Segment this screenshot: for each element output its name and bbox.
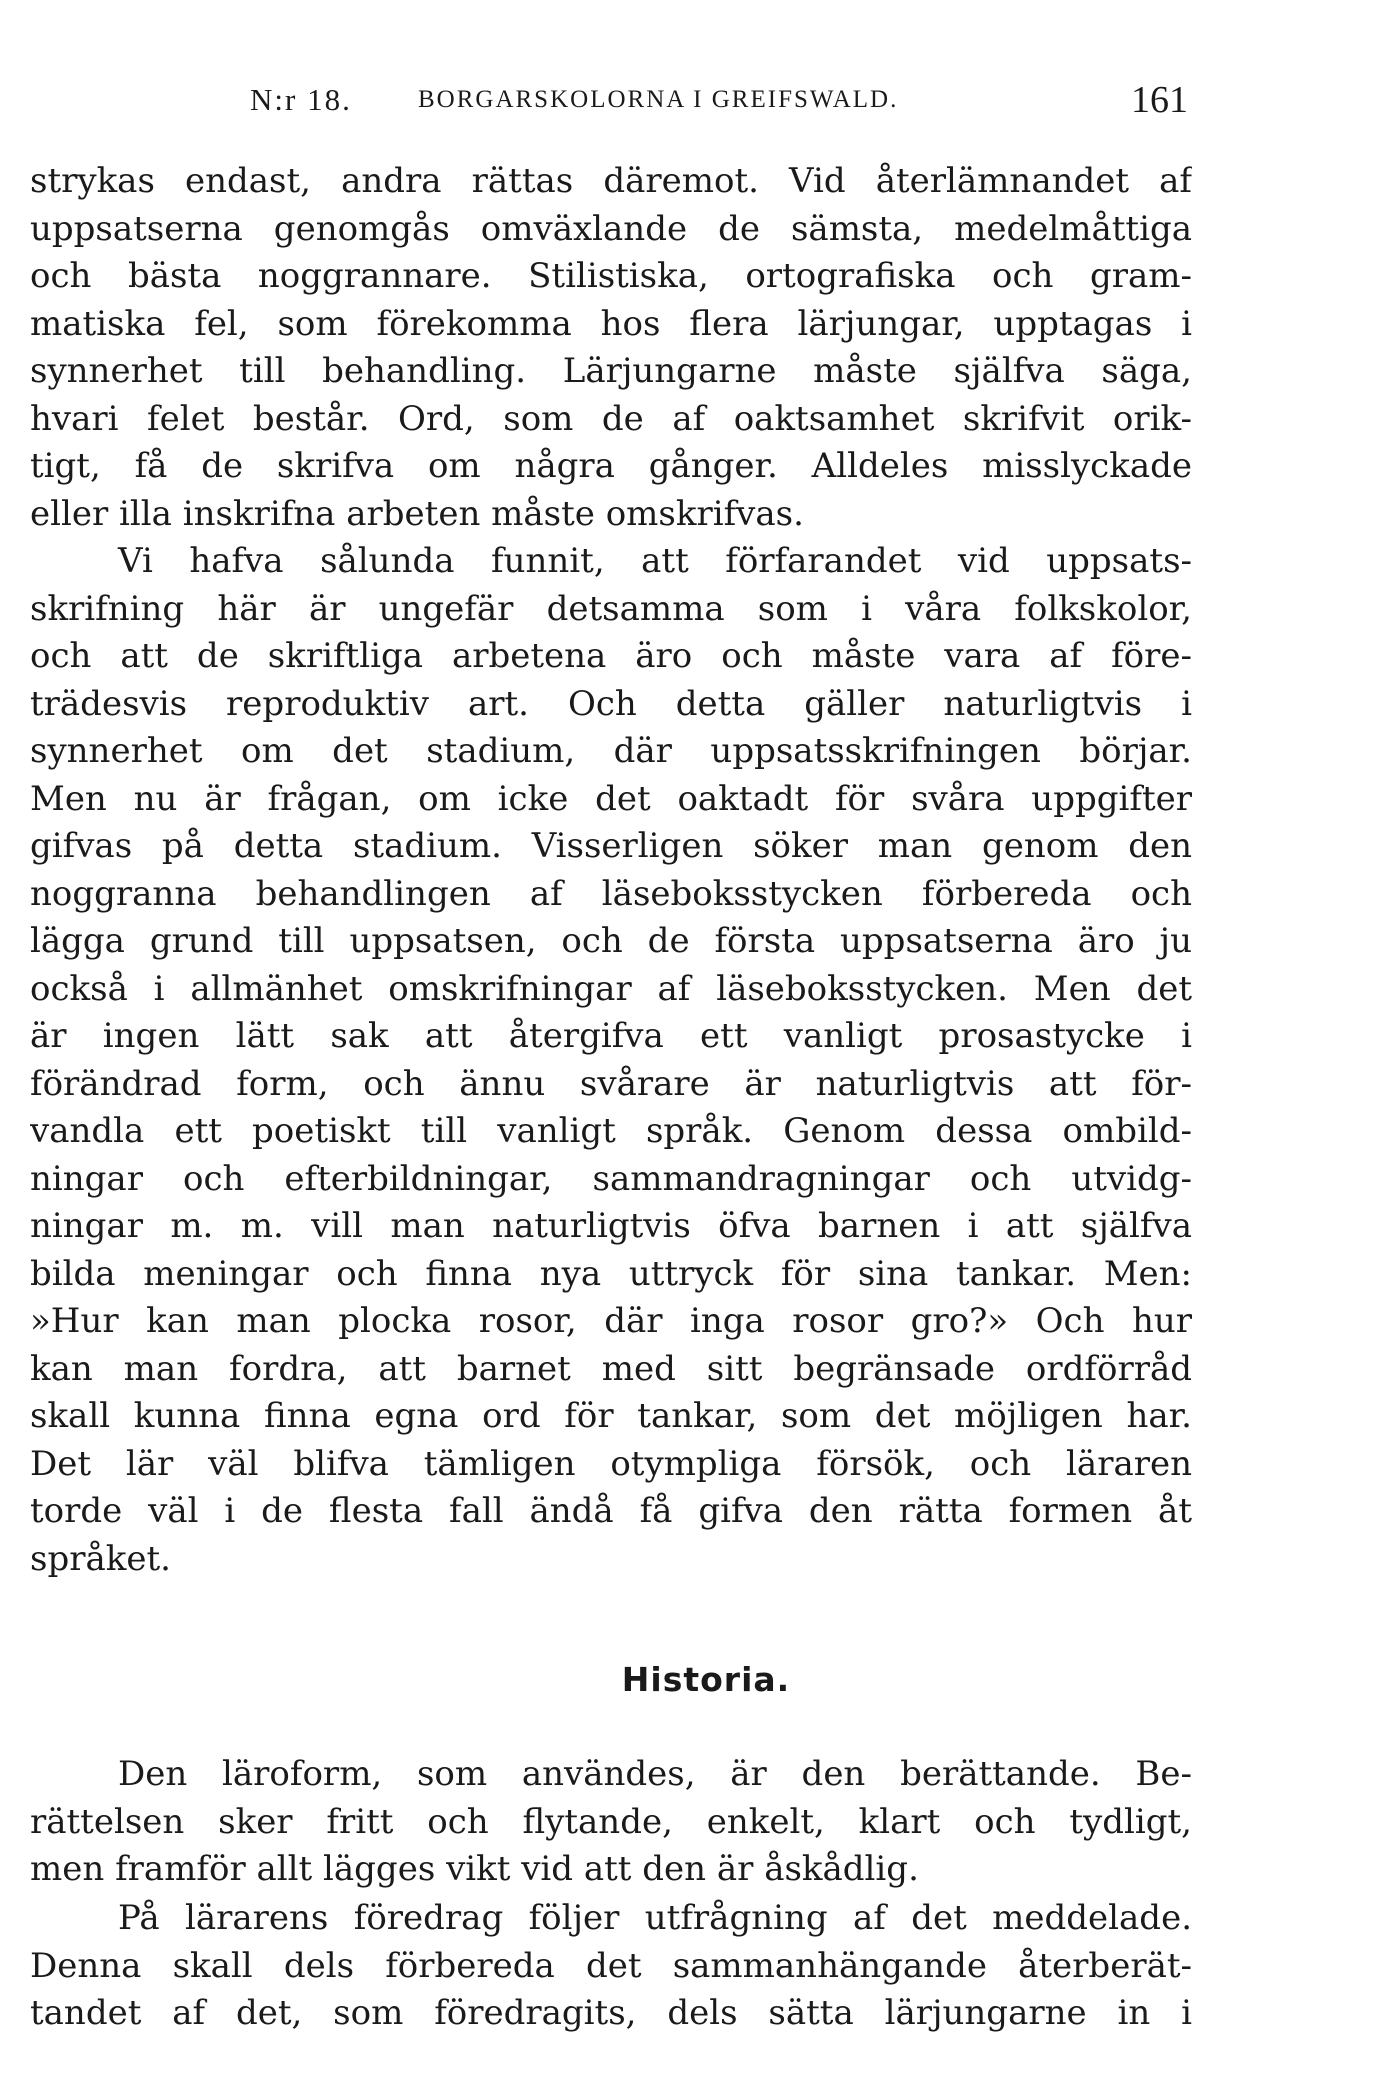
text-line: Det lär väl blifva tämligen otympliga försök, och läraren: [30, 1443, 1192, 1484]
text-line: uppsatserna genomgås omväxlande de sämsta, medelmåttiga: [30, 208, 1192, 249]
page-number: 161: [1131, 79, 1188, 121]
text-line: och bästa noggrannare. Stilistiska, ortografiska och gram-: [30, 256, 1192, 296]
text-line: hvari felet består. Ord, som de af oaktsamhet skrifvit orik-: [30, 398, 1192, 439]
text-line: också i allmänhet omskrifningar af läseboksstycken. Men det: [30, 968, 1192, 1009]
text-line: gifvas på detta stadium. Visserligen söker man genom den: [30, 826, 1192, 866]
text-line: Men nu är frågan, om icke det oaktadt för svåra uppgifter: [30, 778, 1192, 819]
text-line: tandet af det, som föredragits, dels sätta lärjungarne in i: [30, 1993, 1192, 2033]
text-line: matiska fel, som förekomma hos flera lärjungar, upptagas i: [30, 303, 1192, 344]
text-line: förändrad form, och ännu svårare är naturligtvis att för-: [30, 1063, 1192, 1104]
text-line: bilda meningar och finna nya uttryck för sina tankar. Men:: [30, 1253, 1192, 1294]
text-line: men framför allt lägges vikt vid att den är åskådlig.: [30, 1849, 919, 1889]
text-line: kan man fordra, att barnet med sitt begränsade ordförråd: [30, 1348, 1192, 1389]
text-line: noggranna behandlingen af läseboksstycken förbereda och: [30, 873, 1192, 914]
text-line: och att de skriftliga arbetena äro och måste vara af före-: [30, 636, 1192, 676]
text-line: ningar m. m. vill man naturligtvis öfva barnen i att själfva: [30, 1206, 1192, 1246]
text-line: Denna skall dels förbereda det sammanhängande återberät-: [30, 1945, 1192, 1986]
text-line: synnerhet om det stadium, där uppsatsskrifningen börjar.: [30, 731, 1192, 771]
section-heading: Historia.: [621, 1660, 791, 1699]
text-line: Vi hafva sålunda funnit, att förfarandet vid uppsats-: [118, 541, 1192, 581]
issue-number: N:r 18.: [250, 82, 352, 117]
text-line: skrifning här är ungefär detsamma som i våra folkskolor,: [30, 588, 1192, 629]
text-line: synnerhet till behandling. Lärjungarne måste själfva säga,: [30, 351, 1192, 391]
paragraph: [30, 1751, 1192, 1894]
text-line: skall kunna finna egna ord för tankar, som det möjligen har.: [30, 1396, 1192, 1436]
text-line: rättelsen sker fritt och flytande, enkelt, klart och tydligt,: [30, 1801, 1192, 1842]
text-line: trädesvis reproduktiv art. Och detta gäller naturligtvis i: [30, 683, 1192, 724]
text-line: lägga grund till uppsatsen, och de första uppsatserna äro ju: [30, 921, 1192, 961]
paragraph: [30, 158, 1192, 538]
text-line: eller illa inskrifna arbeten måste omskrifvas.: [30, 493, 804, 534]
text-line: »Hur kan man plocka rosor, där inga rosor gro?» Och hur: [30, 1301, 1192, 1341]
text-line: Den läroform, som användes, är den berättande. Be-: [118, 1754, 1192, 1794]
paragraph: [30, 538, 1192, 1583]
running-title: BORGARSKOLORNA I GREIFSWALD.: [418, 86, 899, 113]
text-line: vandla ett poetiskt till vanligt språk. Genom dessa ombild-: [30, 1111, 1192, 1151]
text-line: ningar och efterbildningar, sammandragningar och utvidg-: [30, 1158, 1192, 1199]
text-line: strykas endast, andra rättas däremot. Vid återlämnandet af: [30, 161, 1192, 201]
text-line: tigt, få de skrifva om några gånger. Alldeles misslyckade: [30, 446, 1192, 486]
text-line: På lärarens föredrag följer utfrågning af det meddelade.: [118, 1898, 1192, 1938]
paragraph: [30, 1895, 1192, 2038]
text-line: torde väl i de flesta fall ändå få gifva den rätta formen åt: [30, 1491, 1192, 1531]
running-head: [250, 79, 1188, 132]
text-line: är ingen lätt sak att återgifva ett vanligt prosastycke i: [30, 1016, 1192, 1056]
text-line: språket.: [30, 1538, 171, 1579]
